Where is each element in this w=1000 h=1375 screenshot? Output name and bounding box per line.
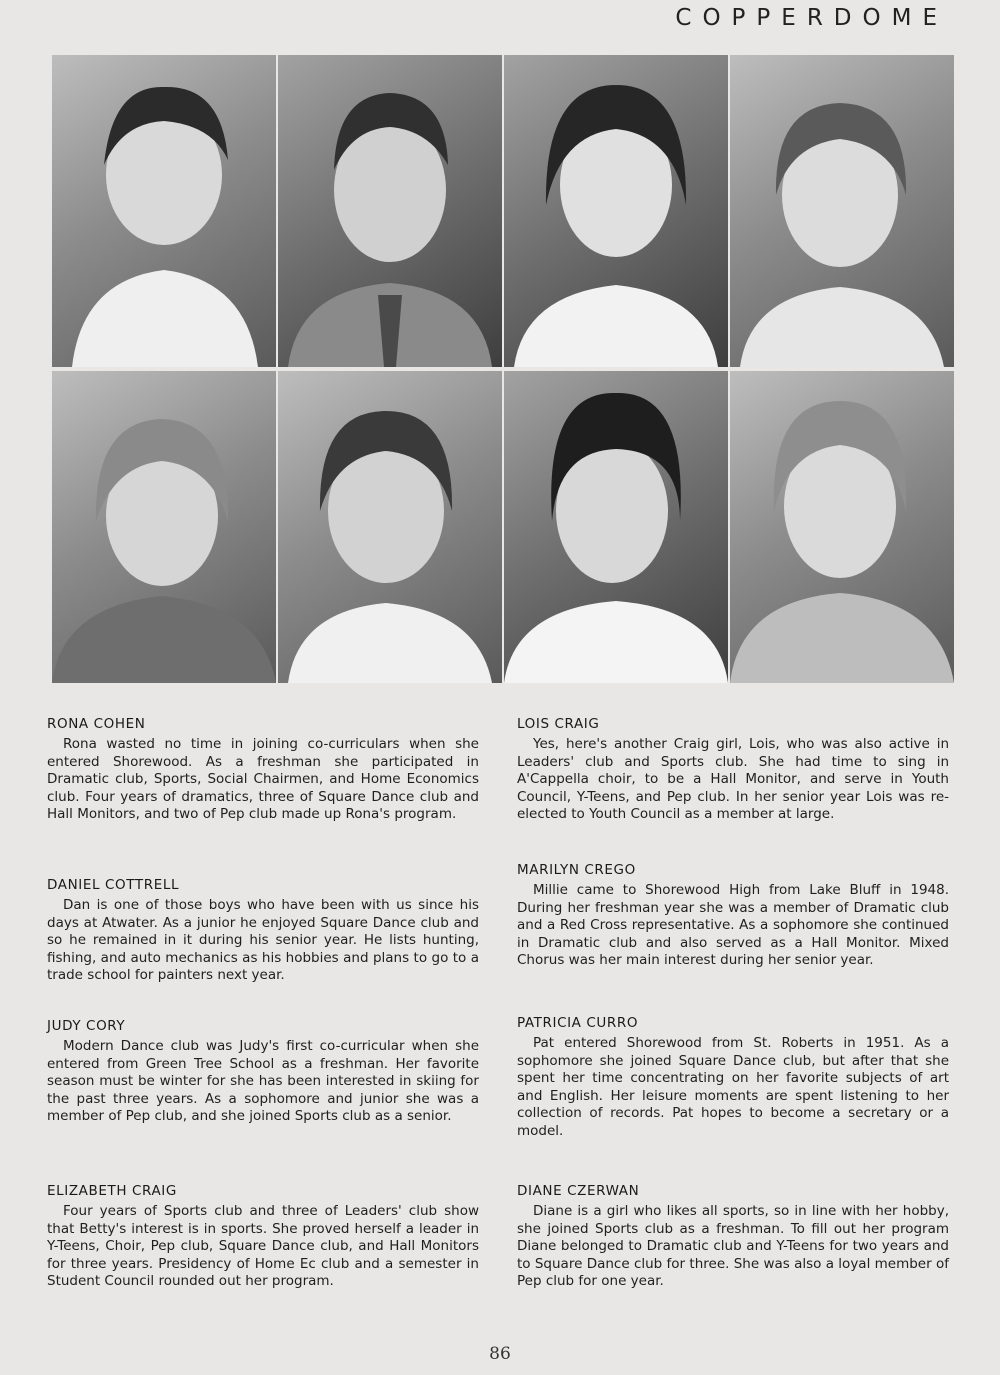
- student-name: MARILYN CREGO: [517, 862, 636, 878]
- student-entry: [47, 1018, 479, 1126]
- portrait-silhouette: [730, 55, 954, 367]
- student-name: JUDY CORY: [47, 1018, 126, 1034]
- student-biography: Four years of Sports club and three of Leaders' club show that Betty's interest is in sports. She proved herself a leader in Y-Teens, Choir, Pep club, Square Dance club, and Hall Monitors for three years. Presidency of Home Ec club and a semester in Student Council rounded out her program.: [47, 1203, 479, 1290]
- student-entry: [517, 1183, 949, 1291]
- student-name: RONA COHEN: [47, 716, 146, 732]
- student-entry: [47, 716, 479, 824]
- portrait-silhouette: [504, 55, 728, 367]
- portrait-silhouette: [52, 371, 276, 683]
- student-entry: [47, 877, 479, 985]
- student-entry: [517, 1015, 949, 1141]
- portrait-silhouette: [278, 371, 502, 683]
- student-biography: Millie came to Shorewood High from Lake Bluff in 1948. During her freshman year she was a member of Dramatic club and a Red Cross representative. As a sophomore she continued in Dramatic club and also served as a Hall Monitor. Mixed Chorus was her main interest during her senior year.: [517, 882, 949, 969]
- portrait-photo: [504, 55, 728, 367]
- portrait-grid: [52, 55, 954, 683]
- page-number: 86: [489, 1344, 511, 1364]
- yearbook-title: COPPERDOME: [675, 5, 948, 31]
- portrait-silhouette: [730, 371, 954, 683]
- student-entry: [47, 1183, 479, 1291]
- portrait-silhouette: [52, 55, 276, 367]
- student-biography: Pat entered Shorewood from St. Roberts in 1951. As a sophomore she joined Square Dance club, but after that she spent her time concentrating on her favorite subjects of art and English. Her leisure moments are spent listening to her collection of records. Pat hopes to become a secretary or a model.: [517, 1035, 949, 1139]
- portrait-photo: [278, 55, 502, 367]
- student-name: PATRICIA CURRO: [517, 1015, 639, 1031]
- student-biography: Rona wasted no time in joining co-curriculars when she entered Shorewood. As a freshman she participated in Dramatic club, Sports, Social Chairmen, and Home Economics club. Four years of dramatics, three of Square Dance club and Hall Monitors, and two of Pep club made up Rona's program.: [47, 736, 479, 823]
- student-biography: Modern Dance club was Judy's first co-curricular when she entered from Green Tree School as a freshman. Her favorite season must be winter for she has been interested in skiing for the past three years. As a sophomore and junior she was a member of Pep club, and she joined Sports club as a senior.: [47, 1038, 479, 1125]
- portrait-photo: [730, 371, 954, 683]
- student-name: DIANE CZERWAN: [517, 1183, 640, 1199]
- student-name: DANIEL COTTRELL: [47, 877, 180, 893]
- portrait-silhouette: [504, 371, 728, 683]
- student-biography: Dan is one of those boys who have been with us since his days at Atwater. As a junior he enjoyed Square Dance club and so he remained in it during his senior year. He lists hunting, fishing, and auto mechanics as his hobbies and plans to go to a trade school for painters next year.: [47, 897, 479, 984]
- student-name: LOIS CRAIG: [517, 716, 600, 732]
- student-biography: Diane is a girl who likes all sports, so in line with her hobby, she joined Sports club as a freshman. To fill out her program Diane belonged to Dramatic club and Y-Teens for two years and to Square Dance club for three. She was also a loyal member of Pep club for one year.: [517, 1203, 949, 1290]
- student-biography: Yes, here's another Craig girl, Lois, who was also active in Leaders' club and Sports club. She had time to sing in A'Cappella choir, to be a Hall Monitor, and serve in Youth Council, Y-Teens, and Pep club. In her senior year Lois was re-elected to Youth Council as a member at large.: [517, 736, 949, 823]
- portrait-photo: [52, 371, 276, 683]
- student-name: ELIZABETH CRAIG: [47, 1183, 177, 1199]
- portrait-photo: [52, 55, 276, 367]
- student-entry: [517, 716, 949, 824]
- portrait-photo: [730, 55, 954, 367]
- student-entry: [517, 862, 949, 970]
- portrait-photo: [504, 371, 728, 683]
- portrait-silhouette: [278, 55, 502, 367]
- portrait-photo: [278, 371, 502, 683]
